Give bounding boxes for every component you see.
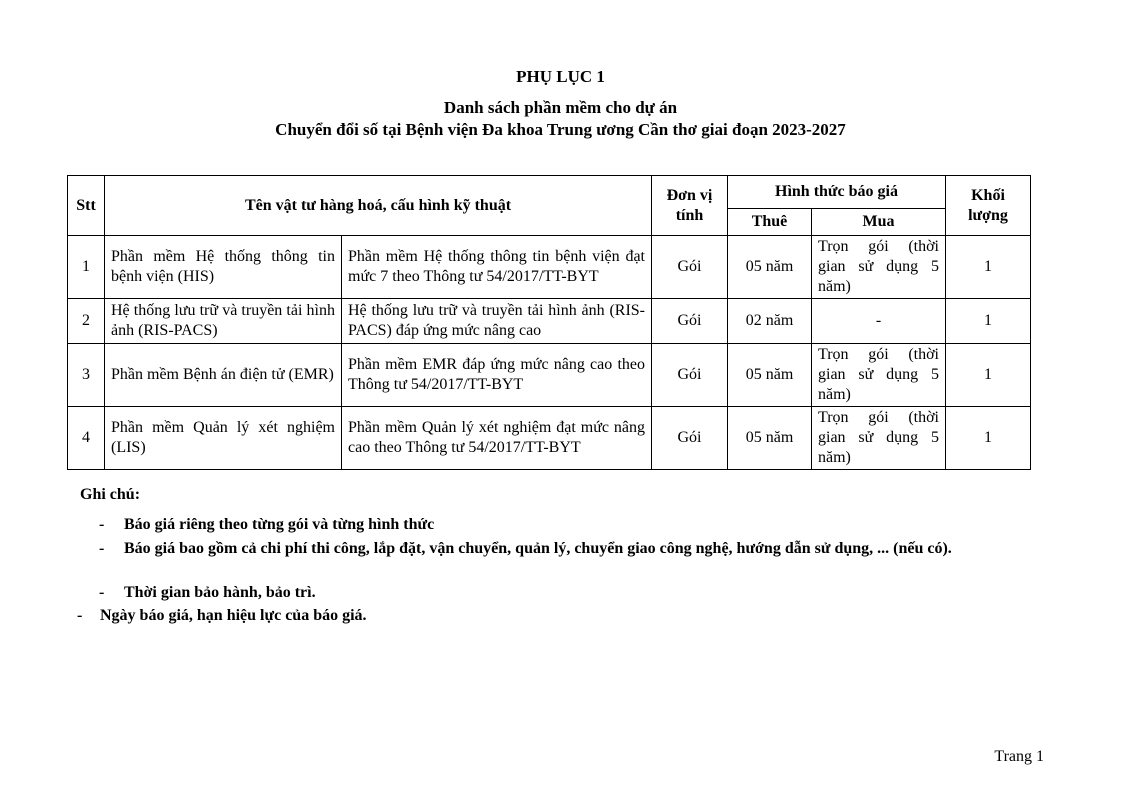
table-row	[68, 299, 1031, 344]
row-stt: 1	[68, 236, 105, 299]
row-config: Phần mềm EMR đáp ứng mức nâng cao theo Thông tư 54/2017/TT-BYT	[342, 344, 652, 407]
note-dash: -	[99, 584, 105, 601]
row-config: Phần mềm Hệ thống thông tin bệnh viện đạt mức 7 theo Thông tư 54/2017/TT-BYT	[342, 236, 652, 299]
note-dash: -	[99, 516, 105, 533]
note-item	[99, 514, 1039, 536]
row-unit: Gói	[652, 407, 728, 470]
header-quote-form: Hình thức báo giá	[728, 176, 946, 209]
page-number: Trang 1	[994, 748, 1044, 765]
note-dash: -	[77, 607, 83, 624]
table-row	[68, 344, 1031, 407]
row-unit: Gói	[652, 236, 728, 299]
header-quantity: Khối lượng	[946, 176, 1031, 236]
row-name: Phần mềm Hệ thống thông tin bệnh viện (HIS)	[105, 236, 342, 299]
note-text: Báo giá riêng theo từng gói và từng hình thức	[124, 516, 435, 533]
header-stt: Stt	[68, 176, 105, 236]
note-item	[77, 605, 1037, 627]
row-quantity: 1	[946, 407, 1031, 470]
table-row	[68, 407, 1031, 470]
header-unit: Đơn vị tính	[652, 176, 728, 236]
row-buy: -	[812, 299, 946, 344]
row-rent: 05 năm	[728, 407, 812, 470]
row-stt: 2	[68, 299, 105, 344]
notes-title: Ghi chú:	[80, 486, 141, 503]
row-quantity: 1	[946, 299, 1031, 344]
row-name: Phần mềm Quản lý xét nghiệm (LIS)	[105, 407, 342, 470]
row-name: Phần mềm Bệnh án điện tử (EMR)	[105, 344, 342, 407]
list-title: Danh sách phần mềm cho dự án	[443, 98, 678, 117]
software-table	[67, 175, 1031, 470]
row-stt: 3	[68, 344, 105, 407]
row-unit: Gói	[652, 344, 728, 407]
row-name: Hệ thống lưu trữ và truyền tải hình ảnh (RIS-PACS)	[105, 299, 342, 344]
note-text: Báo giá bao gồm cả chi phí thi công, lắp đặt, vận chuyển, quản lý, chuyển giao công nghệ, hướng dẫn sử dụng, ... (nếu có).	[124, 540, 952, 557]
row-buy: Trọn gói (thời gian sử dụng 5 năm)	[812, 344, 946, 407]
header-rent: Thuê	[728, 209, 812, 236]
appendix-title: PHỤ LỤC 1	[516, 67, 605, 86]
row-rent: 05 năm	[728, 344, 812, 407]
table-row	[68, 236, 1031, 299]
row-buy: Trọn gói (thời gian sử dụng 5 năm)	[812, 236, 946, 299]
row-buy: Trọn gói (thời gian sử dụng 5 năm)	[812, 407, 946, 470]
note-item	[99, 538, 1039, 560]
note-item	[99, 582, 1039, 604]
note-text: Thời gian bảo hành, bảo trì.	[124, 584, 316, 601]
row-config: Hệ thống lưu trữ và truyền tải hình ảnh (RIS-PACS) đáp ứng mức nâng cao	[342, 299, 652, 344]
row-stt: 4	[68, 407, 105, 470]
row-quantity: 1	[946, 344, 1031, 407]
project-title: Chuyển đổi số tại Bệnh viện Đa khoa Trung ương Cần thơ giai đoạn 2023-2027	[275, 120, 846, 139]
row-rent: 05 năm	[728, 236, 812, 299]
note-text: Ngày báo giá, hạn hiệu lực của báo giá.	[100, 607, 367, 624]
row-unit: Gói	[652, 299, 728, 344]
row-quantity: 1	[946, 236, 1031, 299]
note-dash: -	[99, 540, 105, 557]
row-rent: 02 năm	[728, 299, 812, 344]
row-config: Phần mềm Quản lý xét nghiệm đạt mức nâng cao theo Thông tư 54/2017/TT-BYT	[342, 407, 652, 470]
header-name: Tên vật tư hàng hoá, cấu hình kỹ thuật	[105, 176, 652, 236]
header-buy: Mua	[812, 209, 946, 236]
